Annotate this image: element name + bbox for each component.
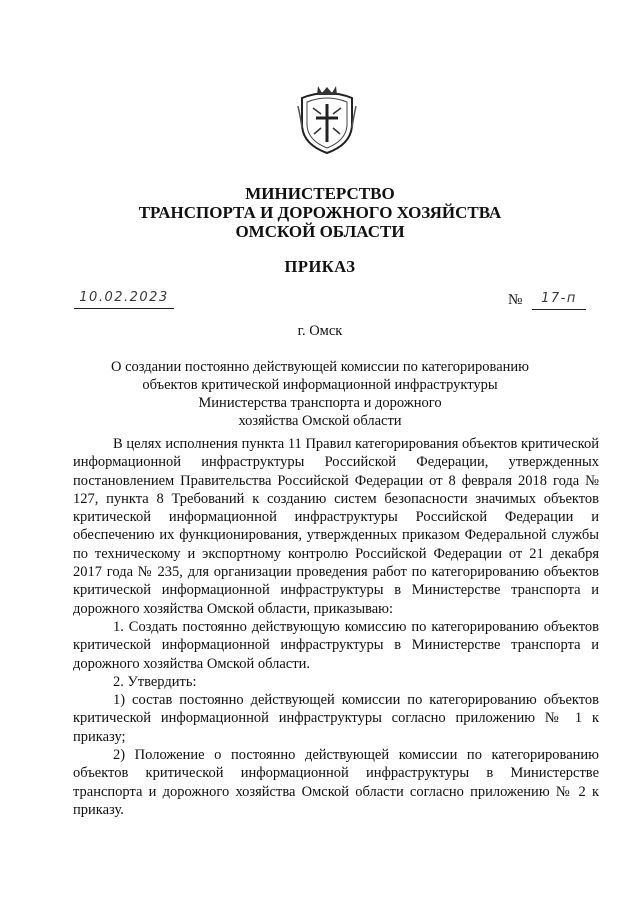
subject-line: О создании постоянно действующей комиссии по категорированию: [110, 359, 530, 375]
number-sign: №: [508, 292, 523, 308]
item-2-1-paragraph: 1) состав постоянно действующей комиссии по категорированию объектов критической информационной инфраструктуры согласно приложению № 1 к приказу;: [73, 692, 599, 745]
preamble-paragraph: В целях исполнения пункта 11 Правил категорирования объектов критической информационной инфраструктуры Российской Федерации, утвержденных постановлением Правительства Российской Федерации от 8 февраля 2018 года № 127, пункта 8 Требований к созданию систем безопасности значимых объектов критической информационной инфраструктуры Российской Федерации и обеспечению их функционирования, утвержденных приказом Федеральной службы по техническому и экспортному контролю Российской Федерации от 21 декабря 2017 года № 235, для организации проведения работ по категорированию объектов критической информационной инфраструктуры в Министерстве транспорта и дорожного хозяйства Омской области, приказываю:: [73, 436, 599, 617]
order-body: [73, 435, 599, 819]
ministry-line: ОМСКОЙ ОБЛАСТИ: [235, 222, 405, 241]
order-number: 17-п: [541, 291, 577, 306]
item-1-paragraph: 1. Создать постоянно действующую комиссию по категорированию объектов критической информационной инфраструктуры в Министерстве транспорта и дорожного хозяйства Омской области.: [73, 618, 599, 672]
number-underline: [532, 309, 586, 310]
order-date: 10.02.2023: [79, 290, 169, 305]
subject-line: Министерства транспорта и дорожного: [198, 395, 442, 411]
ministry-line: МИНИСТЕРСТВО: [245, 184, 395, 203]
doc-type-title: ПРИКАЗ: [284, 257, 356, 276]
subject-line: хозяйства Омской области: [238, 413, 402, 429]
city-line: г. Омск: [297, 323, 343, 339]
order-subject: [0, 358, 640, 430]
subject-line: объектов критической информационной инфраструктуры: [142, 377, 498, 393]
item-2-2-paragraph: 2) Положение о постоянно действующей комиссии по категорированию объектов критической информационной инфраструктуры в Министерстве транспорта и дорожного хозяйства Омской области согласно приложению № 2 к приказу.: [73, 747, 599, 818]
ministry-line: ТРАНСПОРТА И ДОРОЖНОГО ХОЗЯЙСТВА: [138, 203, 502, 222]
ministry-heading: [0, 184, 640, 241]
item-2-paragraph: 2. Утвердить:: [113, 673, 197, 690]
coat-of-arms-icon: [296, 84, 358, 156]
date-underline: [74, 308, 174, 309]
